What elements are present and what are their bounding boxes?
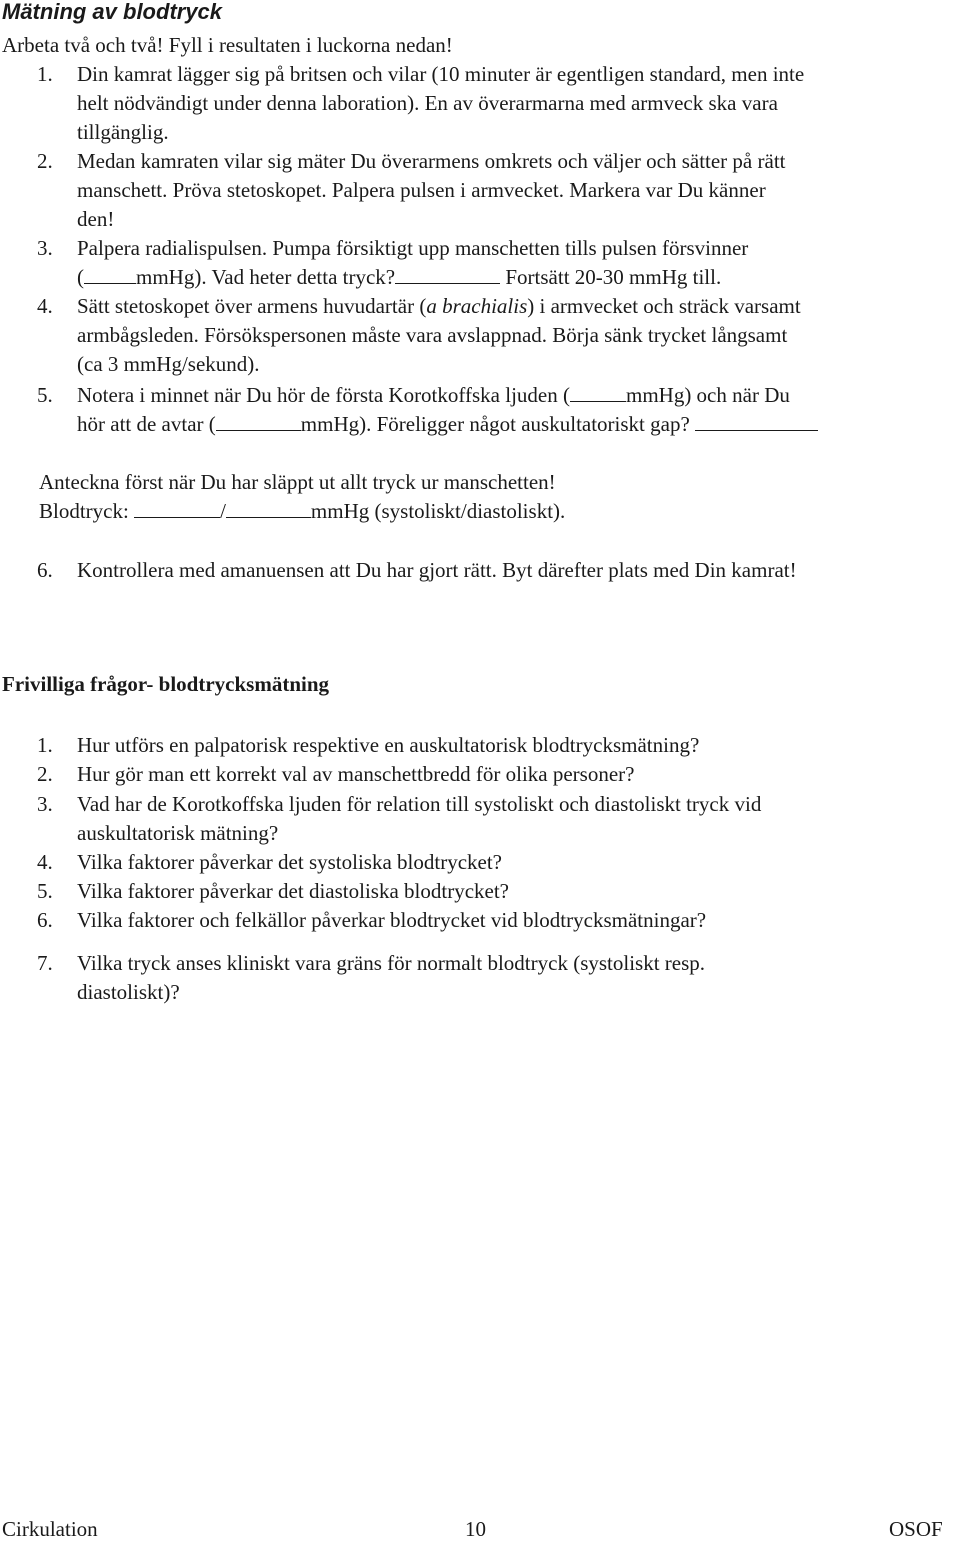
pressure-blank-field[interactable] — [84, 263, 136, 284]
section-heading: Frivilliga frågor- blodtrycksmätning — [2, 672, 330, 696]
step-text: (ca 3 mmHg/sekund). — [77, 352, 260, 376]
gap-blank-field[interactable] — [695, 410, 818, 431]
step-text: Palpera radialispulsen. Pumpa försiktigt upp manschetten tills pulsen försvinner — [77, 236, 749, 260]
question-text: Vilka faktorer påverkar det systoliska blodtrycket? — [77, 850, 503, 874]
question-number: 3. — [37, 792, 53, 816]
question-text: diastoliskt)? — [77, 980, 180, 1004]
step-text: ) i armvecket och sträck varsamt — [527, 294, 801, 318]
question-text: Vilka faktorer och felkällor påverkar blodtrycket vid blodtrycksmätningar? — [77, 908, 707, 932]
diastolic-blank-field[interactable] — [226, 497, 311, 518]
open-paren: ( — [77, 265, 84, 289]
question-number: 7. — [37, 951, 53, 975]
step-text: mmHg) och när Du — [625, 383, 790, 407]
bp-slash: / — [220, 499, 226, 523]
note-text: Anteckna först när Du har släppt ut allt tryck ur manschetten! — [39, 470, 556, 494]
bp-unit: mmHg (systoliskt/diastoliskt). — [310, 499, 566, 523]
step-number: 1. — [37, 62, 53, 86]
step-number: 6. — [37, 558, 53, 582]
bp-label: Blodtryck: — [39, 499, 129, 523]
step-number: 5. — [37, 383, 53, 407]
systolic-blank-field[interactable] — [134, 497, 220, 518]
question-text: Hur utförs en palpatorisk respektive en auskultatorisk blodtrycksmätning? — [77, 733, 700, 757]
step-text: armbågsleden. Försökspersonen måste vara avslappnad. Börja sänk trycket långsamt — [77, 323, 788, 347]
blood-pressure-line — [39, 497, 565, 526]
step-number: 3. — [37, 236, 53, 260]
step-number: 4. — [37, 294, 53, 318]
question-text: Hur gör man ett korrekt val av manschettbredd för olika personer? — [77, 762, 635, 786]
footer-left: Cirkulation — [2, 1517, 98, 1541]
pressure-name-blank-field[interactable] — [395, 263, 500, 284]
step-text: helt nödvändigt under denna laboration). En av överarmarna med armveck ska vara — [77, 91, 778, 115]
step-text-with-blanks — [77, 410, 818, 439]
step-text-with-blanks — [77, 381, 790, 410]
step-text: Sätt stetoskopet över armens huvudartär ( — [77, 294, 427, 318]
step-text: Fortsätt 20-30 mmHg till. — [505, 265, 722, 289]
question-number: 6. — [37, 908, 53, 932]
question-text: Vilka tryck anses kliniskt vara gräns för normalt blodtryck (systoliskt resp. — [77, 951, 706, 975]
step-text: manschett. Pröva stetoskopet. Palpera pulsen i armvecket. Markera var Du känner — [77, 178, 766, 202]
step-text: Notera i minnet när Du hör de första Korotkoffska ljuden ( — [77, 383, 570, 407]
question-number: 1. — [37, 733, 53, 757]
step-text: Din kamrat lägger sig på britsen och vilar (10 minuter är egentligen standard, men inte — [77, 62, 805, 86]
intro-text: Arbeta två och två! Fyll i resultaten i luckorna nedan! — [2, 33, 453, 57]
question-number: 4. — [37, 850, 53, 874]
korotkoff-start-blank-field[interactable] — [570, 381, 626, 402]
question-text: Vad har de Korotkoffska ljuden för relation till systoliskt och diastoliskt tryck vid — [77, 792, 762, 816]
step-text-with-italic — [77, 292, 801, 321]
artery-name: a brachialis — [426, 294, 528, 318]
footer-right: OSOF — [889, 1517, 943, 1541]
step-text-with-blanks — [77, 263, 721, 292]
question-text: auskultatorisk mätning? — [77, 821, 279, 845]
step-text: den! — [77, 207, 115, 231]
question-number: 5. — [37, 879, 53, 903]
step-text: hör att de avtar ( — [77, 412, 216, 436]
question-text: Vilka faktorer påverkar det diastoliska blodtrycket? — [77, 879, 509, 903]
korotkoff-end-blank-field[interactable] — [216, 410, 301, 431]
step-text: mmHg). Föreligger något auskultatoriskt gap? — [300, 412, 690, 436]
page-number: 10 — [465, 1517, 486, 1541]
step-text: tillgänglig. — [77, 120, 169, 144]
step-text: Medan kamraten vilar sig mäter Du överarmens omkrets och väljer och sätter på rätt — [77, 149, 786, 173]
question-number: 2. — [37, 762, 53, 786]
step-text: Kontrollera med amanuensen att Du har gjort rätt. Byt därefter plats med Din kamrat! — [77, 558, 797, 582]
page-title: Mätning av blodtryck — [2, 0, 223, 24]
step-text: mmHg). Vad heter detta tryck? — [136, 265, 396, 289]
step-number: 2. — [37, 149, 53, 173]
